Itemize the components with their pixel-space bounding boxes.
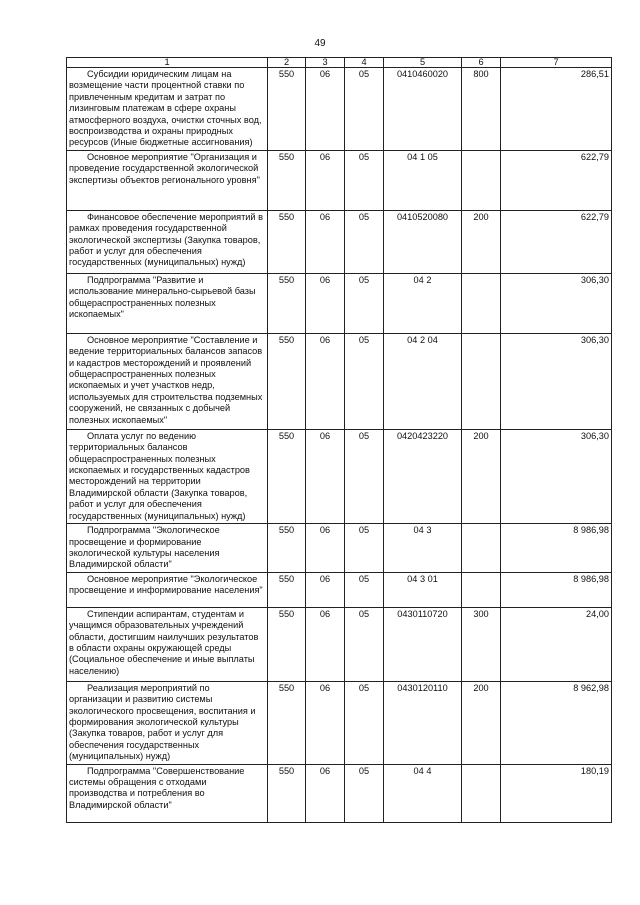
expense-type-code <box>462 333 501 429</box>
expense-type-code: 800 <box>462 68 501 151</box>
amount: 306,30 <box>501 333 612 429</box>
section-code: 06 <box>306 681 345 764</box>
amount: 622,79 <box>501 150 612 210</box>
target-article-code: 04 2 <box>384 273 462 333</box>
section-code: 06 <box>306 524 345 573</box>
expense-type-code <box>462 572 501 607</box>
table-row <box>67 333 612 429</box>
ministry-code: 550 <box>268 333 306 429</box>
target-article-code: 0410520080 <box>384 210 462 273</box>
target-article-code: 04 3 <box>384 524 462 573</box>
section-code: 06 <box>306 68 345 151</box>
row-name: Финансовое обеспечение мероприятий в рамках проведения государственной экологической экспертизы (Закупка товаров, работ и услуг для обеспечения государственных (муниципальных) нужд) <box>67 210 268 273</box>
expense-type-code <box>462 273 501 333</box>
row-name: Основное мероприятие "Составление и ведение территориальных балансов запасов и кадастров месторождений и проявлений общераспространенных полезных ископаемых и учет участков недр, используемых для строительства подземных сооружений, не связанных с добычей полезных ископаемых" <box>67 333 268 429</box>
table-row <box>67 524 612 573</box>
expense-type-code: 300 <box>462 607 501 681</box>
target-article-code: 0430110720 <box>384 607 462 681</box>
table-row <box>67 150 612 210</box>
subsection-code: 05 <box>345 273 384 333</box>
amount: 306,30 <box>501 273 612 333</box>
section-code: 06 <box>306 273 345 333</box>
section-code: 06 <box>306 210 345 273</box>
row-name: Основное мероприятие "Экологическое просвещение и информирование населения" <box>67 572 268 607</box>
ministry-code: 550 <box>268 150 306 210</box>
ministry-code: 550 <box>268 210 306 273</box>
expense-type-code: 200 <box>462 429 501 523</box>
subsection-code: 05 <box>345 429 384 523</box>
budget-table <box>66 57 612 823</box>
column-header: 5 <box>384 58 462 68</box>
amount: 8 962,98 <box>501 681 612 764</box>
expense-type-code: 200 <box>462 210 501 273</box>
expense-type-code <box>462 524 501 573</box>
row-name: Подпрограмма "Экологическое просвещение и формирование экологической культуры населения Владимирской области" <box>67 524 268 573</box>
row-name: Подпрограмма "Развитие и использование минерально-сырьевой базы общераспространенных полезных ископаемых" <box>67 273 268 333</box>
target-article-code: 0410460020 <box>384 68 462 151</box>
subsection-code: 05 <box>345 524 384 573</box>
amount: 286,51 <box>501 68 612 151</box>
column-header: 3 <box>306 58 345 68</box>
ministry-code: 550 <box>268 68 306 151</box>
ministry-code: 550 <box>268 607 306 681</box>
target-article-code: 04 4 <box>384 764 462 822</box>
ministry-code: 550 <box>268 764 306 822</box>
expense-type-code <box>462 764 501 822</box>
column-header: 1 <box>67 58 268 68</box>
section-code: 06 <box>306 150 345 210</box>
row-name: Подпрограмма "Совершенствование системы обращения с отходами производства и потребления во Владимирской области" <box>67 764 268 822</box>
subsection-code: 05 <box>345 210 384 273</box>
ministry-code: 550 <box>268 572 306 607</box>
subsection-code: 05 <box>345 150 384 210</box>
row-name: Основное мероприятие "Организация и проведение государственной экологической экспертизы объектов регионального уровня" <box>67 150 268 210</box>
subsection-code: 05 <box>345 764 384 822</box>
table-row <box>67 572 612 607</box>
table-row <box>67 429 612 523</box>
ministry-code: 550 <box>268 681 306 764</box>
column-header: 4 <box>345 58 384 68</box>
subsection-code: 05 <box>345 572 384 607</box>
table-row <box>67 68 612 151</box>
section-code: 06 <box>306 429 345 523</box>
section-code: 06 <box>306 333 345 429</box>
row-name: Стипендии аспирантам, студентам и учащимся образовательных учреждений области, достигшим наилучших результатов в области охраны окружающей среды (Социальное обеспечение и иные выплаты населению) <box>67 607 268 681</box>
table-row <box>67 764 612 822</box>
target-article-code: 04 2 04 <box>384 333 462 429</box>
section-code: 06 <box>306 607 345 681</box>
row-name: Реализация мероприятий по организации и развитию системы экологического просвещения, воспитания и формирования экологической культуры (Закупка товаров, работ и услуг для обеспечения государственных (муниципальных) нужд) <box>67 681 268 764</box>
table-row <box>67 681 612 764</box>
table-row <box>67 273 612 333</box>
ministry-code: 550 <box>268 429 306 523</box>
section-code: 06 <box>306 572 345 607</box>
target-article-code: 04 3 01 <box>384 572 462 607</box>
ministry-code: 550 <box>268 273 306 333</box>
expense-type-code: 200 <box>462 681 501 764</box>
row-name: Оплата услуг по ведению территориальных балансов общераспространенных полезных ископаемых и государственных кадастров месторождений на территории Владимирской области (Закупка товаров, работ и услуг для обеспечения государственных (муниципальных) нужд) <box>67 429 268 523</box>
table-row <box>67 210 612 273</box>
subsection-code: 05 <box>345 68 384 151</box>
page-number: 49 <box>314 38 326 49</box>
amount: 8 986,98 <box>501 572 612 607</box>
expense-type-code <box>462 150 501 210</box>
subsection-code: 05 <box>345 333 384 429</box>
amount: 622,79 <box>501 210 612 273</box>
subsection-code: 05 <box>345 607 384 681</box>
amount: 180,19 <box>501 764 612 822</box>
column-header: 6 <box>462 58 501 68</box>
column-header: 2 <box>268 58 306 68</box>
row-name: Субсидии юридическим лицам на возмещение части процентной ставки по привлеченным кредитам и затрат по лизинговым платежам в сфере охраны атмосферного воздуха, очистки сточных вод, воспроизводства и охраны природных ресурсов (Иные бюджетные ассигнования) <box>67 68 268 151</box>
subsection-code: 05 <box>345 681 384 764</box>
ministry-code: 550 <box>268 524 306 573</box>
section-code: 06 <box>306 764 345 822</box>
target-article-code: 0430120110 <box>384 681 462 764</box>
target-article-code: 0420423220 <box>384 429 462 523</box>
target-article-code: 04 1 05 <box>384 150 462 210</box>
amount: 8 986,98 <box>501 524 612 573</box>
column-header-row <box>67 58 612 68</box>
amount: 306,30 <box>501 429 612 523</box>
table-row <box>67 607 612 681</box>
column-header: 7 <box>501 58 612 68</box>
amount: 24,00 <box>501 607 612 681</box>
